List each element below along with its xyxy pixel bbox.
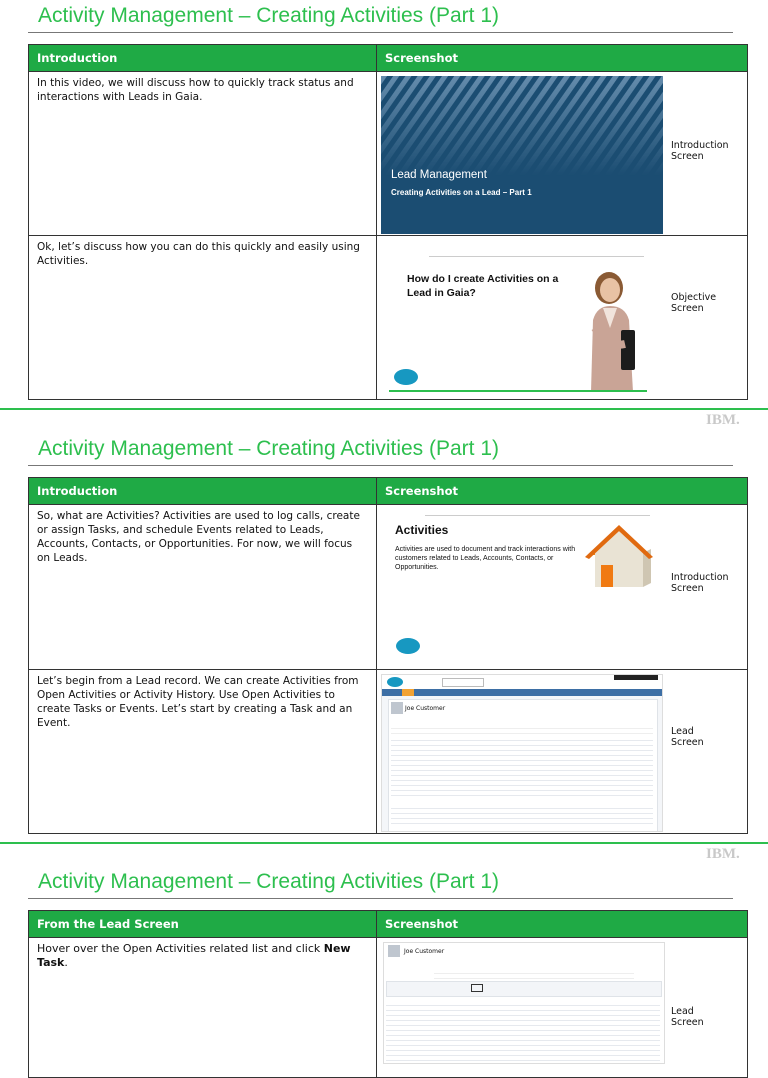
activities-slide (385, 513, 657, 665)
header-from-lead-screen: From the Lead Screen (29, 911, 377, 938)
screenshot-cell (377, 505, 748, 670)
diagonal-pattern (381, 76, 663, 176)
ibm-logo: IBM. (706, 846, 740, 862)
title-rule (28, 32, 733, 33)
slide-question: How do I create Activities on a Lead in Gaia? (407, 273, 559, 299)
header-screenshot: Screenshot (377, 45, 748, 72)
objective-slide (389, 254, 651, 396)
page-divider (0, 408, 768, 410)
section-3-title: Activity Management – Creating Activities (Part 1) (38, 870, 500, 893)
lead-management-slide (381, 76, 663, 234)
slide-bottom-rule (389, 390, 647, 392)
slide-body: Activities are used to document and track interactions with customers related to Leads, Accounts, Contacts, or Opportunities. (395, 546, 576, 571)
house-icon (581, 519, 657, 595)
slide-top-rule (429, 256, 644, 257)
header-screenshot: Screenshot (377, 911, 748, 938)
lead-record-screenshot (381, 674, 663, 832)
title-rule (28, 898, 733, 899)
businesswoman-image (577, 268, 647, 392)
slide-title: Activities (395, 523, 449, 537)
screen-label: Objective Screen (671, 292, 717, 314)
record-panel (388, 699, 658, 832)
section-2-table (28, 477, 748, 834)
screenshot-cell (377, 938, 748, 1078)
title-rule (28, 465, 733, 466)
header-introduction: Introduction (29, 478, 377, 505)
section-3-table (28, 910, 748, 1078)
narration-cell: Ok, let’s discuss how you can do this quickly and easily using Activities. (29, 236, 377, 400)
slide-subtitle: Creating Activities on a Lead – Part 1 (391, 188, 532, 197)
open-activities-screenshot (383, 942, 665, 1064)
section-1-title: Activity Management – Creating Activities (Part 1) (38, 4, 500, 27)
record-title: Joe Customer (405, 705, 446, 712)
slide-title: Lead Management (391, 169, 487, 181)
slide-top-rule (425, 515, 650, 516)
narration-cell: In this video, we will discuss how to quickly track status and interactions with Leads in Gaia. (29, 72, 377, 236)
screenshot-cell (377, 236, 748, 400)
page-divider (0, 842, 768, 844)
header-introduction: Introduction (29, 45, 377, 72)
header-screenshot: Screenshot (377, 478, 748, 505)
screenshot-cell (377, 670, 748, 834)
section-2-title: Activity Management – Creating Activities (Part 1) (38, 437, 500, 460)
screen-label: Lead Screen (671, 726, 704, 748)
section-1-table (28, 44, 748, 400)
salesforce-logo (395, 637, 421, 655)
new-task-label: New Task (37, 942, 351, 969)
app-nav-tabs (382, 689, 662, 696)
screenshot-cell (377, 72, 748, 236)
ibm-logo: IBM. (706, 412, 740, 428)
screen-label: Lead Screen (671, 1006, 704, 1028)
narration-cell: Let’s begin from a Lead record. We can create Activities from Open Activities or Activity History. Use Open Activities to create Tasks or Events. Let’s start by creating a Task and an Event. (29, 670, 377, 834)
screen-label: Introduction Screen (671, 572, 729, 594)
app-topbar (382, 675, 662, 689)
narration-cell: Hover over the Open Activities related list and click New Task. (29, 938, 377, 1078)
salesforce-logo (393, 368, 419, 386)
screen-label: Introduction Screen (671, 140, 729, 162)
record-title: Joe Customer (404, 948, 445, 955)
narration-cell: So, what are Activities? Activities are used to log calls, create or assign Tasks, and schedule Events related to Leads, Accounts, Contacts, or Opportunities. For now, we will focus on Leads. (29, 505, 377, 670)
